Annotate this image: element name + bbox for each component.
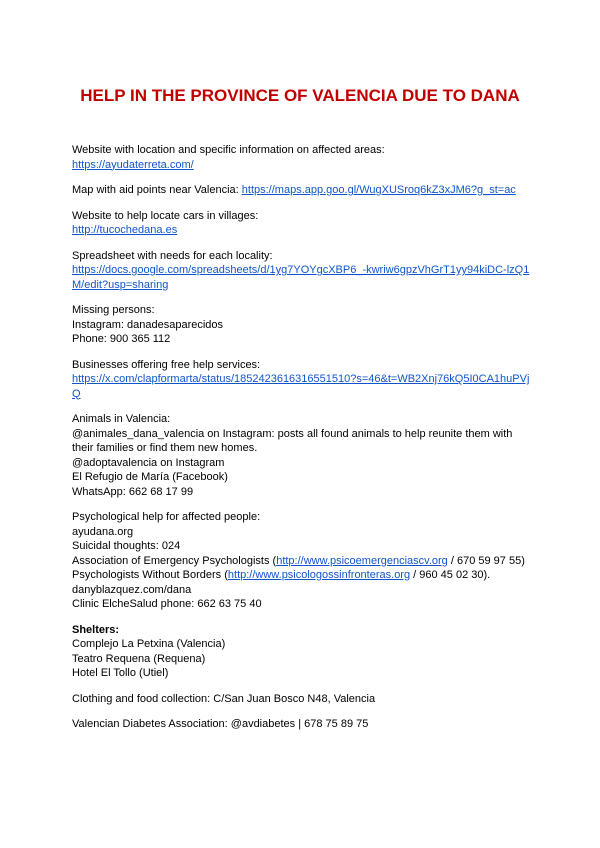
psych-line-1: ayudana.org <box>72 525 134 538</box>
psych-psf-pre: Psychologists Without Borders ( <box>72 569 228 581</box>
spreadsheet-section <box>72 249 532 293</box>
psych-psf-line <box>72 568 532 583</box>
map-link[interactable]: https://maps.app.goo.gl/WugXUSroq6kZ3xJM6?g_st=ac <box>241 184 516 196</box>
website-label: Website with location and specific information on affected areas: <box>72 144 385 156</box>
businesses-label: Businesses offering free help services: <box>72 358 261 371</box>
missing-phone: Phone: 900 365 112 <box>72 333 171 345</box>
shelter-item: Hotel El Tollo (Utiel) <box>72 667 169 679</box>
psych-aep-post: / 670 59 97 55) <box>447 554 525 567</box>
psych-aep-link[interactable]: http://www.psicoemergenciascv.org <box>276 554 448 567</box>
psych-aep-line <box>72 554 532 569</box>
businesses-link[interactable]: https://x.com/clapformarta/status/1852423616316551510?s=46&t=WB2Xnj76kQ5I0CA1huPVjQ <box>72 373 530 400</box>
animals-line-1: @animales_dana_valencia on Instagram: posts all found animals to help reunite them with their families or find them new homes. <box>72 427 513 454</box>
psych-aep-pre: Association of Emergency Psychologists ( <box>72 554 277 567</box>
psych-section <box>72 510 532 612</box>
animals-line-4: WhatsApp: 662 68 17 99 <box>72 485 194 498</box>
spreadsheet-link[interactable]: https://docs.google.com/spreadsheets/d/1yg7YOYgcXBP6_-kwriw6gpzVhGrT1yy94kiDC-lzQ1M/edit?usp=sharing <box>72 264 530 291</box>
psych-label: Psychological help for affected people: <box>72 511 261 523</box>
document-body <box>72 143 532 743</box>
map-label: Map with aid points near Valencia: <box>72 184 242 196</box>
shelters-label: Shelters: <box>72 623 120 636</box>
businesses-section <box>72 358 532 402</box>
animals-line-2: @adoptavalencia on Instagram <box>72 456 225 469</box>
missing-label: Missing persons: <box>72 304 155 316</box>
psych-line-6: Clinic ElcheSalud phone: 662 63 75 40 <box>72 598 262 610</box>
clothing-section <box>72 692 532 707</box>
diabetes-text: Valencian Diabetes Association: @avdiabetes | 678 75 89 75 <box>72 718 369 730</box>
animals-section <box>72 412 532 499</box>
animals-line-3: El Refugio de María (Facebook) <box>72 471 228 483</box>
psych-psf-post: / 960 45 02 30). <box>410 569 491 581</box>
diabetes-section <box>72 717 532 732</box>
cars-section <box>72 209 532 238</box>
shelter-item: Teatro Requena (Requena) <box>72 652 206 665</box>
website-section <box>72 143 532 172</box>
clothing-text: Clothing and food collection: C/San Juan Bosco N48, Valencia <box>72 692 376 705</box>
psych-line-5: danyblazquez.com/dana <box>72 583 192 596</box>
cars-label: Website to help locate cars in villages: <box>72 209 259 222</box>
spreadsheet-label: Spreadsheet with needs for each locality: <box>72 249 273 262</box>
page-title: HELP IN THE PROVINCE OF VALENCIA DUE TO DANA <box>80 86 520 105</box>
website-link[interactable]: https://ayudaterreta.com/ <box>72 158 194 171</box>
animals-label: Animals in Valencia: <box>72 413 171 425</box>
psych-line-2: Suicidal thoughts: 024 <box>72 540 181 552</box>
cars-link[interactable]: http://tucochedana.es <box>72 224 178 236</box>
missing-section <box>72 303 532 347</box>
shelter-item: Complejo La Petxina (Valencia) <box>72 638 226 650</box>
shelters-section <box>72 623 532 681</box>
missing-instagram: Instagram: danadesaparecidos <box>72 318 224 331</box>
map-section <box>72 183 532 198</box>
psych-psf-link[interactable]: http://www.psicologossinfronteras.org <box>227 569 411 581</box>
